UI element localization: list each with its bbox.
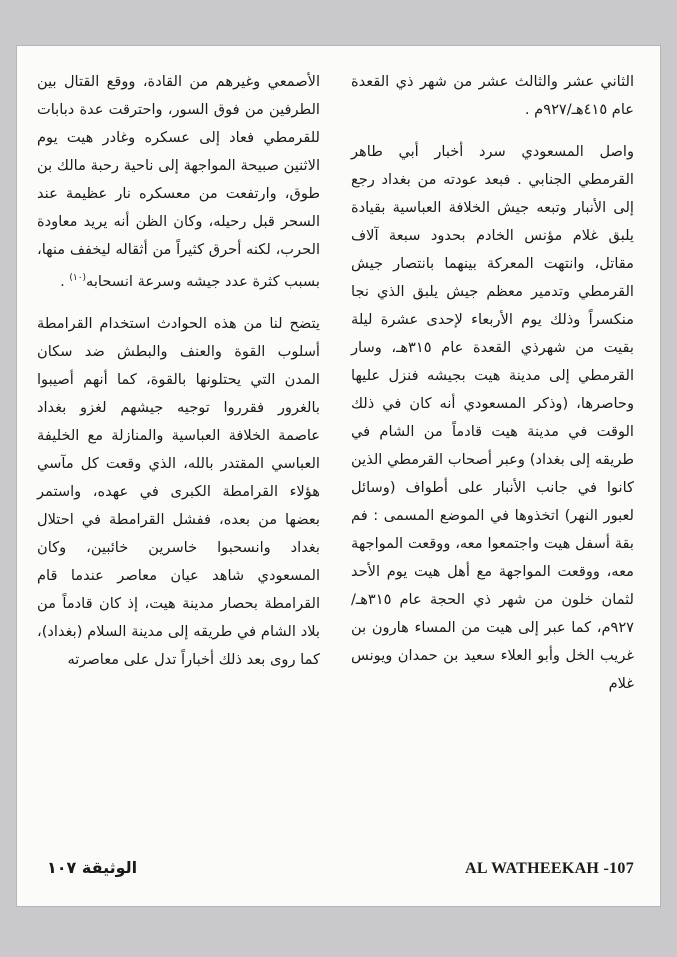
- right-paragraph-2: واصل المسعودي سرد أخبار أبي طاهر القرمطي الجنابي . فبعد عودته من بغداد رجع إلى الأنبار وتبعه جيش الخلافة العباسية بقيادة يلبق غلام مؤنس الخادم بحدود سبعة آلاف مقاتل، وانتهت المعركة بينهما بانتصار جيش القرمطي وتدمير معظم جيش يلبق الذي نجا منكسراً وذلك يوم الأربعاء لإحدى عشرة ليلة بقيت من شهرذي القعدة عام ٣١٥هـ، وسار القرمطي إلى مدينة هيت بجيشه فنزل عليها وحاصرها، (وذكر المسعودي أنه كان في ذلك الوقت في مدينة هيت قادماً من الشام في طريقه إلى بغداد) وعبر أصحاب القرمطي الذين كانوا في جانب الأنبار على أطواف (وسائل لعبور النهر) اتخذوها في الموضع المسمى : فم بقة أسفل هيت واجتمعوا معه، ووقعت المواجهة معه، ووقعت المواجهة مع أهل هيت يوم الأحد لثمان خلون من شهر ذي الحجة عام ٣١٥هـ/٩٢٧م، كما عبر إلى هيت من المساء هارون بن غريب الخل وأبو العلاء سعيد بن حمدان ويونس غلام: [351, 143, 634, 692]
- left-paragraph-1-text: الأصمعي وغيرهم من القادة، ووقع القتال بين الطرفين من فوق السور، واحترقت عدة دبابات للقرمطي فعاد إلى عسكره وغادر هيت يوم الاثنين صبيحة المواجهة إلى ناحية رحبة مالك بن طوق، وارتفعت من معسكره نار عظيمة عند السحر قبل رحيله، وكان الظن أنه يريد معاودة الحرب، لكنه أحرق كثيراً من أثقاله ليخفف منها، بسبب كثرة عدد جيشه وسرعة انسحابه: [37, 73, 320, 290]
- left-paragraph-1: [37, 68, 320, 296]
- left-paragraph-1-end: .: [60, 272, 70, 290]
- left-text-column: [37, 68, 320, 674]
- latin-page-number: AL WATHEEKAH -107: [465, 860, 634, 877]
- left-paragraph-2: يتضح لنا من هذه الحوادث استخدام القرامطة أسلوب القوة والعنف والبطش ضد سكان المدن التي يحتلونها بالقوة، كما أنهم أصيبوا بالغرور فقرروا توجيه جيشهم لغزو بغداد عاصمة الخلافة العباسية والمنازلة مع الخليفة العباسي المقتدر بالله، الذي وقعت كل مآسي هؤلاء القرامطة الكبرى في عهده، واستمر بعضها من بعده، ففشل القرامطة في احتلال بغداد وانسحبوا خاسرين خائبين، وكان المسعودي شاهد عيان معاصر عندما قام القرامطة بحصار مدينة هيت، إذ كان قادماً من بلاد الشام في طريقه إلى مدينة السلام (بغداد)، كما روى بعد ذلك أخباراً تدل على معاصرته: [37, 314, 320, 668]
- page-footer: [39, 858, 638, 882]
- arabic-page-number: الوثيقة ١٠٧: [47, 858, 138, 877]
- footnote-marker: (١٠): [69, 273, 87, 283]
- document-page: [16, 45, 661, 907]
- right-paragraph-1: الثاني عشر والثالث عشر من شهر ذي القعدة عام ٤١٥هـ/٩٢٧م .: [351, 73, 634, 118]
- right-text-column: [351, 68, 634, 698]
